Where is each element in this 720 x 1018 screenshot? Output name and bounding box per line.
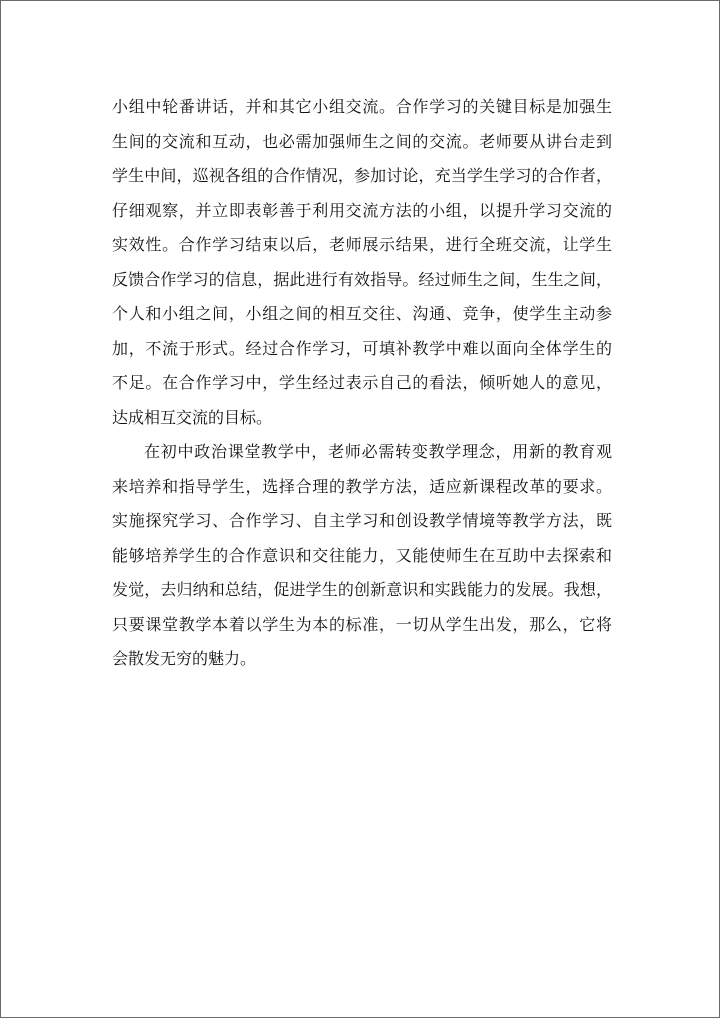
text-line: 在初中政治课堂教学中，老师必需转变教学理念，用新的教育观 (144, 442, 612, 461)
document-body (112, 90, 612, 677)
text-line: 加，不流于形式。经过合作学习，可填补教学中难以面向全体学生的 (112, 338, 612, 358)
text-line: 能够培养学生的合作意识和交往能力，又能使师生在互助中去探索和 (112, 545, 612, 565)
paragraph-1 (112, 90, 612, 435)
text-line: 会散发无穷的魅力。 (112, 649, 257, 668)
text-line: 达成相互交流的目标。 (112, 407, 273, 427)
text-line: 反馈合作学习的信息，据此进行有效指导。经过师生之间，生生之间， (112, 269, 612, 289)
text-line: 仔细观察，并立即表彰善于利用交流方法的小组，以提升学习交流的 (112, 200, 612, 220)
text-line: 生间的交流和互动，也必需加强师生之间的交流。老师要从讲台走到 (112, 131, 612, 151)
text-line: 不足。在合作学习中，学生经过表示自己的看法，倾听她人的意见， (112, 373, 612, 392)
text-line: 学生中间，巡视各组的合作情况，参加讨论，充当学生学习的合作者， (112, 166, 612, 185)
text-line: 发觉，去归纳和总结，促进学生的创新意识和实践能力的发展。我想， (112, 580, 612, 599)
paragraph-2 (112, 435, 612, 677)
text-line: 来培养和指导学生，选择合理的教学方法，适应新课程改革的要求。 (112, 476, 612, 496)
text-line: 小组中轮番讲话，并和其它小组交流。合作学习的关键目标是加强生 (112, 97, 612, 116)
text-line: 只要课堂教学本着以学生为本的标准，一切从学生出发，那么，它将 (112, 614, 612, 634)
text-line: 实施探究学习、合作学习、自主学习和创设教学情境等教学方法，既 (112, 511, 612, 530)
text-line: 个人和小组之间，小组之间的相互交往、沟通、竞争，使学生主动参 (112, 304, 612, 323)
text-line: 实效性。合作学习结束以后，老师展示结果，进行全班交流，让学生 (112, 235, 612, 254)
